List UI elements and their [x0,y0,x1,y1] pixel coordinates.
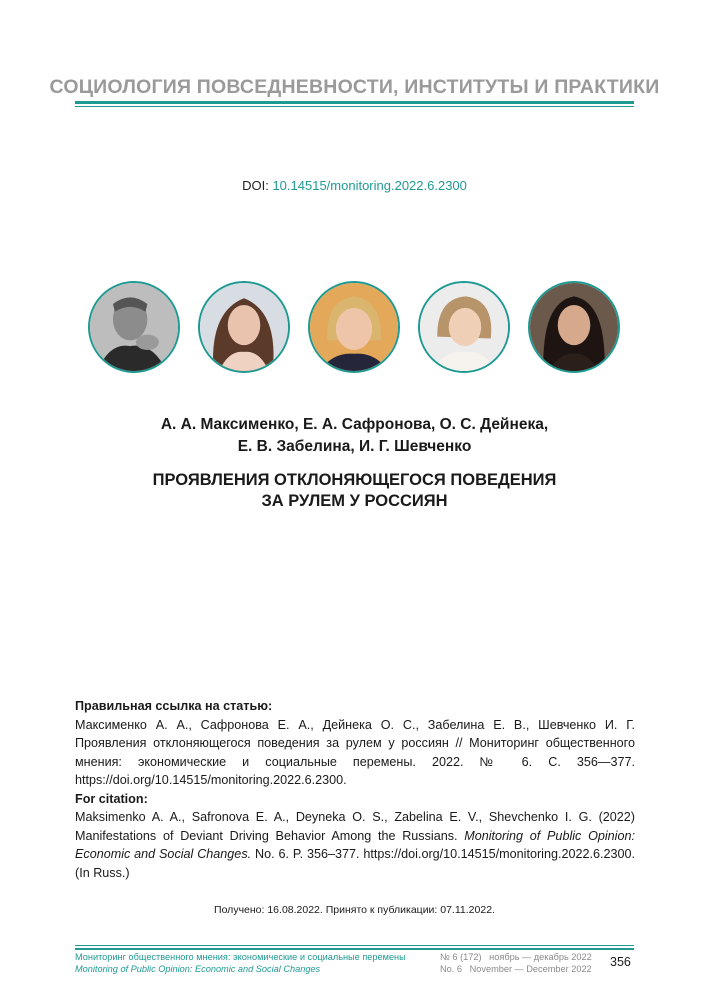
doi-label: DOI: [242,178,273,193]
article-title [0,470,709,512]
footer-issue-en: No. 6 November — December 2022 [440,963,592,974]
section-title: СОЦИОЛОГИЯ ПОВСЕДНЕВНОСТИ, ИНСТИТУТЫ И ПРАКТИКИ [49,76,660,98]
authors-line-1: А. А. Максименко, Е. А. Сафронова, О. С. Дейнека, [160,416,549,433]
footer-journal [75,952,406,975]
author-photo-maksimenko-icon [90,283,178,371]
citation-en-journal: Monitoring of Public Opinion: Economic and Social Changes. [75,828,635,861]
author-photo-deyneka-icon [310,283,398,371]
citation-en-text [75,808,635,882]
page-number: 356 [610,955,631,969]
header-rule-thin [75,106,634,107]
footer-issue-ru: № 6 (172) ноябрь — декабрь 2022 [440,952,592,962]
author-photo-shevchenko-icon [530,283,618,371]
author-photo-deyneka [308,281,400,373]
citation-en-authors: Maksimenko A. A., Safronova E. A., Deyneka O. S., Zabelina E. V., Shevchenko I. G. (2022) Manifestations of Deviant Driving Behavior Among the Russians. [75,810,635,843]
author-photos [88,281,622,377]
citation-ru-heading: Правильная ссылка на статью: [75,699,273,713]
header-rule [75,101,634,104]
citation-block [75,697,635,882]
author-photo-maksimenko [88,281,180,373]
authors-line-2: Е. В. Забелина, И. Г. Шевченко [237,438,472,455]
footer-issue [440,952,592,975]
footer-rule [75,948,634,950]
author-photo-zabelina [418,281,510,373]
author-photo-safronova [198,281,290,373]
article-title-line-2: ЗА РУЛЕМ У РОССИЯН [261,492,448,510]
authors [0,414,709,458]
author-photo-zabelina-icon [420,283,508,371]
citation-en-tail: No. 6. P. 356–377. https://doi.org/10.14515/monitoring.2022.6.2300. (In Russ.) [75,847,636,880]
received-dates: Получено: 16.08.2022. Принято к публикации: 07.11.2022. [214,904,495,916]
footer-journal-en: Monitoring of Public Opinion: Economic and Social Changes [75,963,321,974]
footer-rule-thin [75,945,634,946]
author-photo-safronova-icon [200,283,288,371]
author-photo-shevchenko [528,281,620,373]
article-title-line-1: ПРОЯВЛЕНИЯ ОТКЛОНЯЮЩЕГОСЯ ПОВЕДЕНИЯ [152,471,557,489]
citation-en-heading: For citation: [75,791,148,806]
doi-line [0,178,709,193]
citation-ru-text: Максименко А. А., Сафронова Е. А., Дейнека О. С., Забелина Е. В., Шевченко И. Г. Проявления отклоняющегося поведения за рулем у россиян // Мониторинг общественного мнения: экономические и социальные перемены. 2022. № 6. С. 356—377. https://doi.org/10.14515/monitoring.2022.6.2300. [75,717,635,787]
doi-link[interactable]: 10.14515/monitoring.2022.6.2300 [272,178,467,193]
footer-journal-ru: Мониторинг общественного мнения: экономические и социальные перемены [75,952,406,962]
